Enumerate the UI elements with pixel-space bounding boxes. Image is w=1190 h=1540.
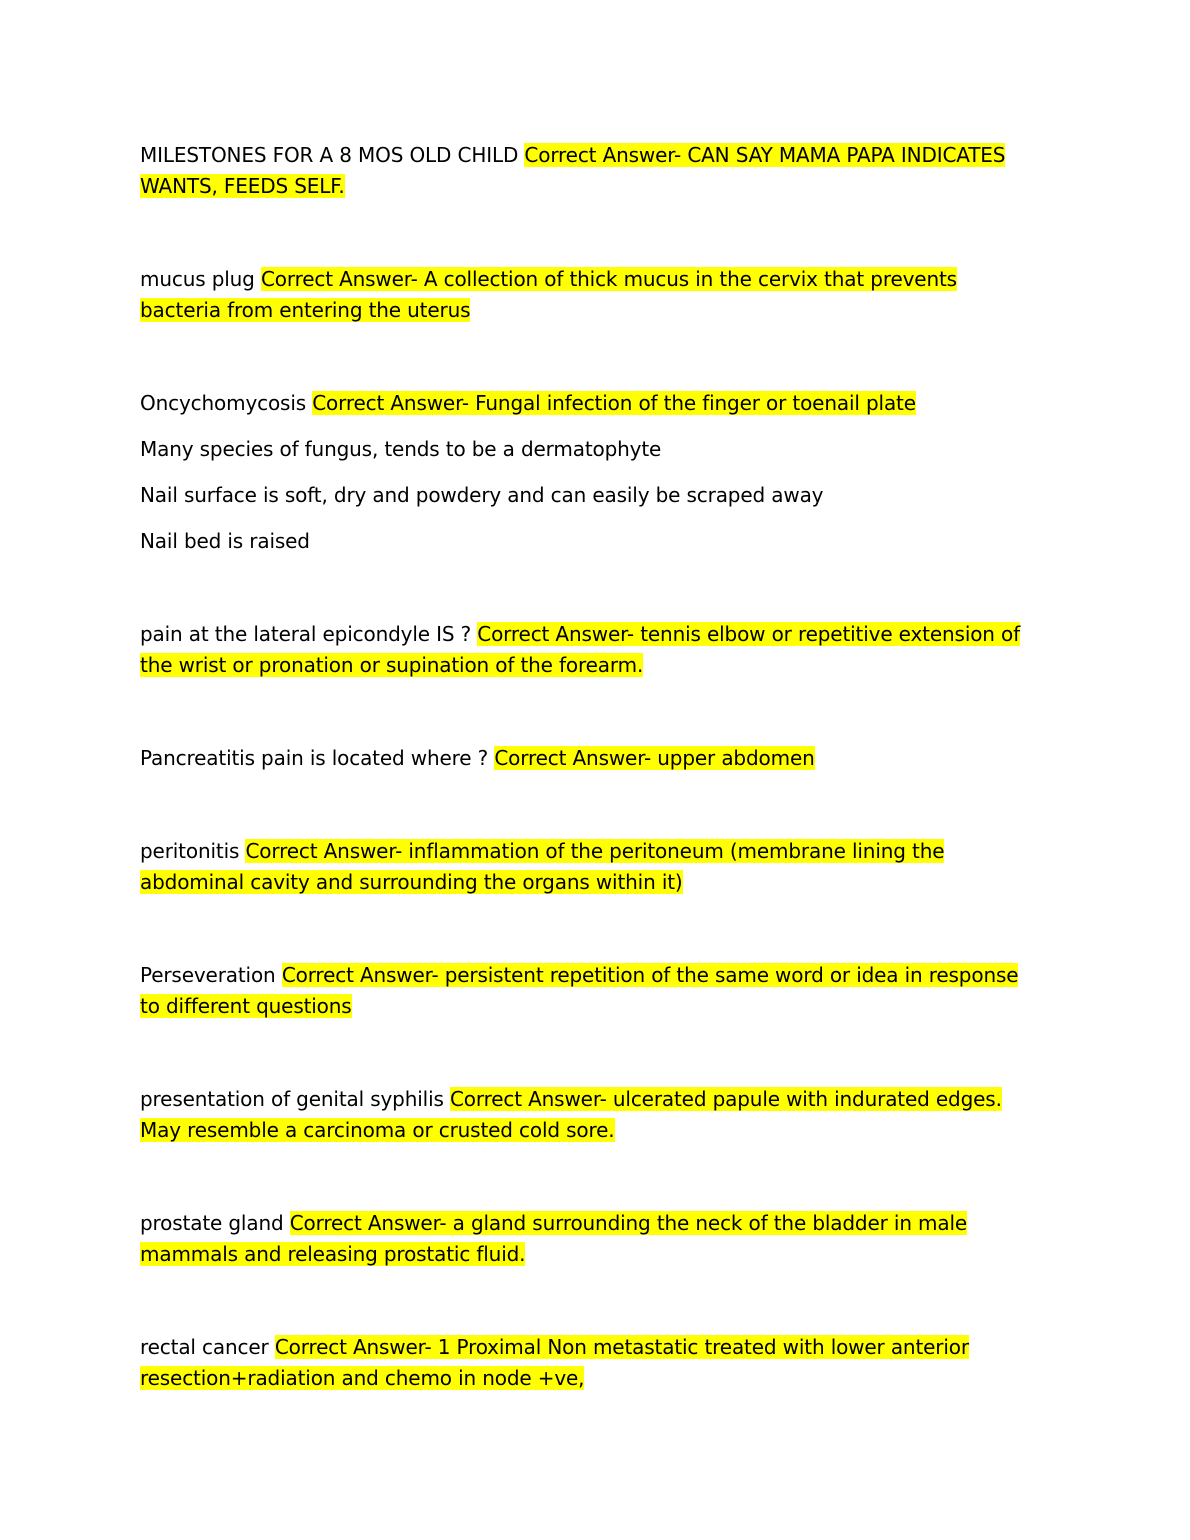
entry-answer: Correct Answer- upper abdomen (494, 746, 815, 770)
entry-milestones (140, 140, 1040, 202)
entry-answer: Correct Answer- CAN SAY MAMA PAPA INDICATES WANTS, FEEDS SELF. (140, 143, 1006, 198)
entry-answer: Correct Answer- persistent repetition of the same word or idea in response to different questions (140, 963, 1019, 1018)
entry-term: presentation of genital syphilis (140, 1087, 444, 1111)
entry-detail-line: Many species of fungus, tends to be a dermatophyte (140, 437, 662, 461)
entry-term: Pancreatitis pain is located where ? (140, 746, 489, 770)
entry-lateral-epicondyle (140, 619, 1040, 681)
entry-term: pain at the lateral epicondyle IS ? (140, 622, 472, 646)
entry-answer: Correct Answer- a gland surrounding the neck of the bladder in male mammals and releasing prostatic fluid. (140, 1211, 968, 1266)
entry-term: mucus plug (140, 267, 255, 291)
entry-answer: Correct Answer- Fungal infection of the finger or toenail plate (312, 391, 916, 415)
entry-answer: Correct Answer- A collection of thick mucus in the cervix that prevents bacteria from entering the uterus (140, 267, 957, 322)
entry-detail-line: Nail surface is soft, dry and powdery and can easily be scraped away (140, 483, 824, 507)
entry-term: Perseveration (140, 963, 276, 987)
entry-detail-line: Nail bed is raised (140, 529, 310, 553)
entry-pancreatitis (140, 743, 1040, 774)
entry-answer: Correct Answer- ulcerated papule with indurated edges. May resemble a carcinoma or crusted cold sore. (140, 1087, 1002, 1142)
entry-term: prostate gland (140, 1211, 284, 1235)
entry-perseveration (140, 960, 1040, 1022)
entry-answer: Correct Answer- tennis elbow or repetitive extension of the wrist or pronation or supination of the forearm. (140, 622, 1021, 677)
entry-term: peritonitis (140, 839, 240, 863)
entry-genital-syphilis (140, 1084, 1040, 1146)
entry-prostate-gland (140, 1208, 1040, 1270)
entry-term: Oncychomycosis (140, 391, 307, 415)
entry-term: rectal cancer (140, 1335, 269, 1359)
entry-answer: Correct Answer- 1 Proximal Non metastatic treated with lower anterior resection+radiation and chemo in node +ve, (140, 1335, 969, 1390)
entry-answer: Correct Answer- inflammation of the peritoneum (membrane lining the abdominal cavity and surrounding the organs within it) (140, 839, 945, 894)
entry-term: MILESTONES FOR A 8 MOS OLD CHILD (140, 143, 519, 167)
entry-mucus-plug (140, 264, 1040, 326)
entry-peritonitis (140, 836, 1040, 898)
entry-oncychomycosis (140, 388, 1040, 419)
entry-rectal-cancer (140, 1332, 1040, 1394)
